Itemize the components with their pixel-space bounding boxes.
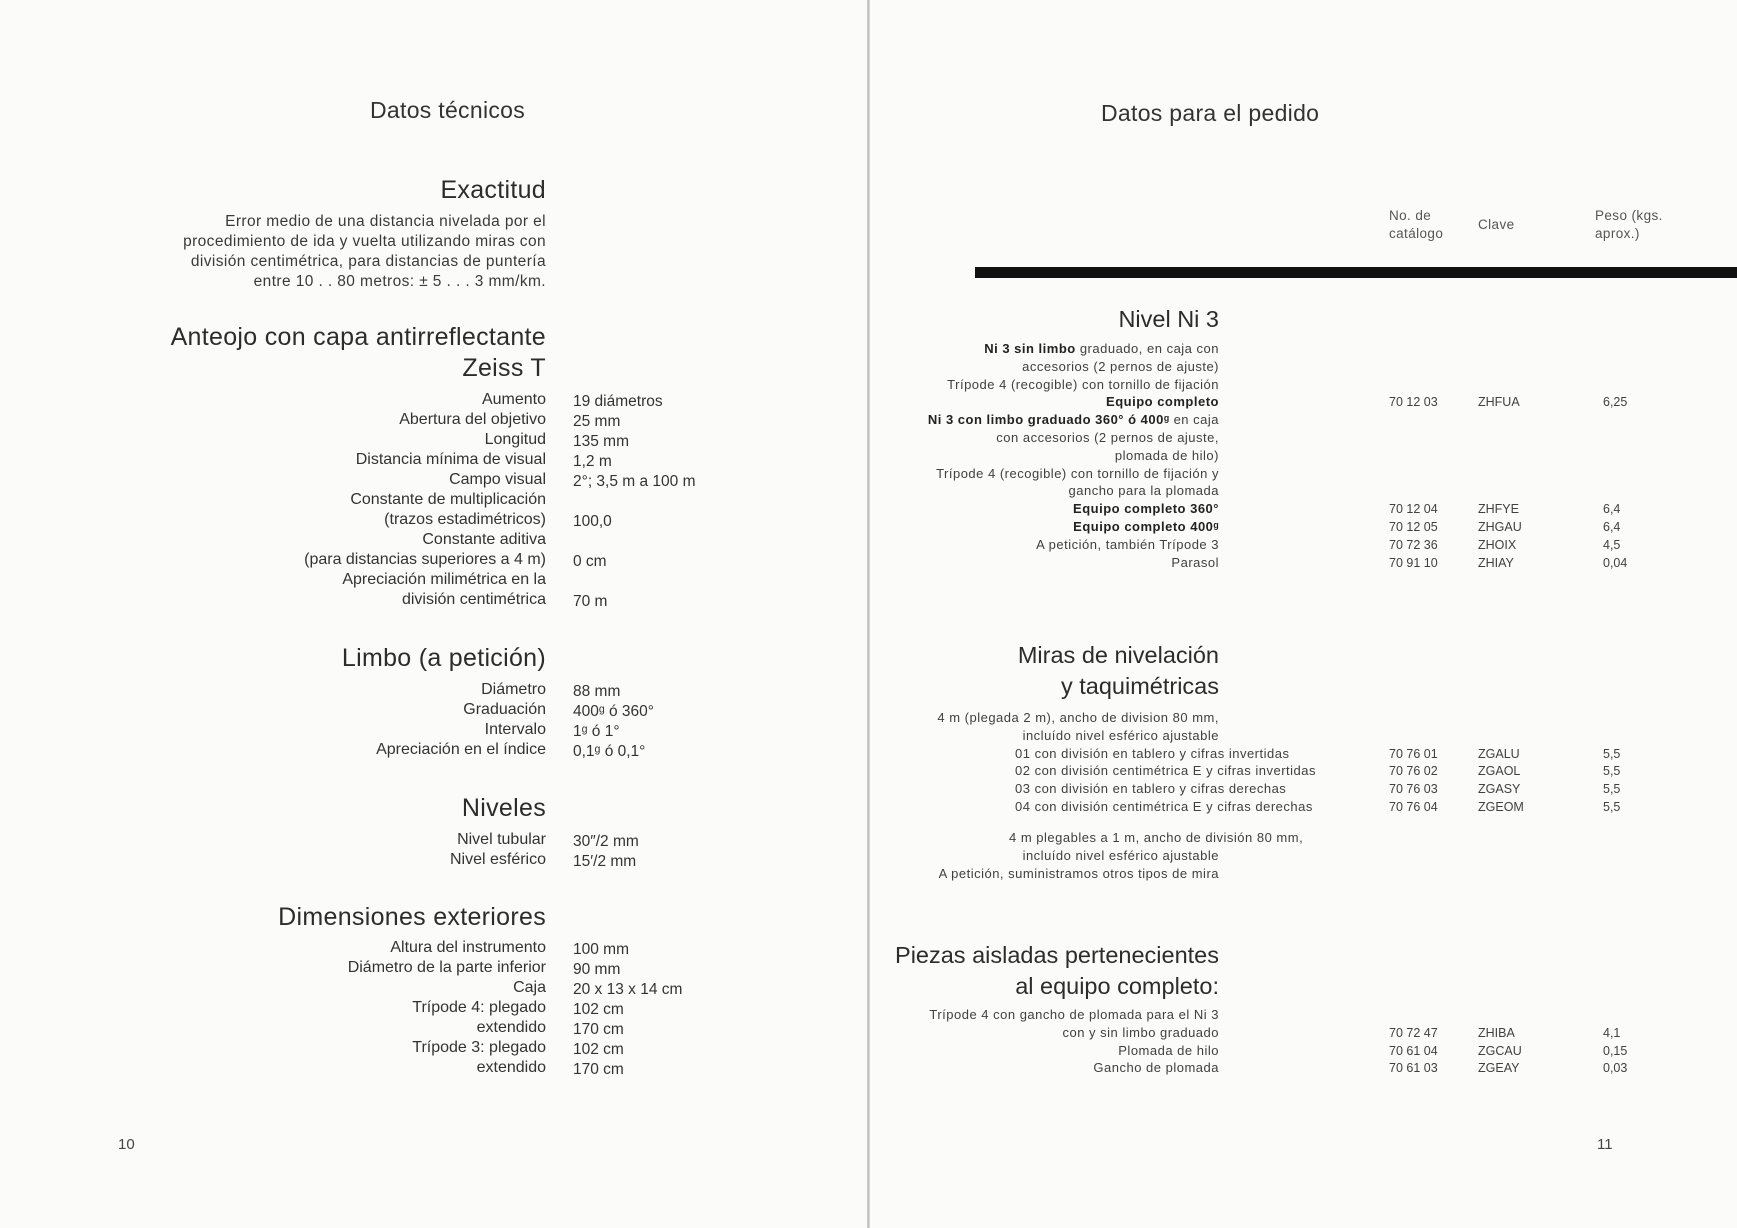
- spec-label: extendido: [476, 1019, 546, 1036]
- spec-value: 400ᵍ ó 360°: [573, 703, 654, 720]
- spec-value: 100 mm: [573, 941, 629, 958]
- row-description: Equipo completo 400ᵍ: [1073, 519, 1219, 534]
- table-row: [870, 483, 1737, 501]
- header-rule: [975, 267, 1737, 278]
- catalog-number: 70 12 04: [1389, 502, 1438, 517]
- order-code: ZGALU: [1478, 746, 1520, 761]
- row-description: A petición, también Trípode 3: [1036, 536, 1219, 552]
- row-description: accesorios (2 pernos de ajuste): [1022, 358, 1219, 374]
- spec-value: 102 cm: [573, 1041, 624, 1058]
- row-description-bold: Ni 3 con limbo graduado 360° ó 400ᵍ: [927, 412, 1170, 428]
- spec-label: Constante de multiplicación: [350, 491, 546, 508]
- order-code: ZHIBA: [1478, 1025, 1515, 1040]
- weight-value: 0,03: [1603, 1061, 1628, 1076]
- table-row: [870, 430, 1737, 448]
- table-row: [870, 359, 1737, 377]
- table-row: [870, 537, 1737, 555]
- spec-label: extendido: [476, 1059, 546, 1076]
- spec-value: 30″/2 mm: [573, 833, 639, 850]
- order-code: ZGEAY: [1478, 1061, 1520, 1076]
- spec-value: 135 mm: [573, 433, 629, 450]
- spec-label: (trazos estadimétricos): [384, 511, 546, 528]
- spec-label: Diámetro de la parte inferior: [347, 959, 546, 976]
- row-description: con accesorios (2 pernos de ajuste,: [996, 430, 1219, 445]
- catalog-number: 70 72 47: [1389, 1025, 1438, 1040]
- order-code: ZHFUA: [1478, 395, 1520, 410]
- weight-value: 4,5: [1603, 537, 1621, 552]
- column-header-catalog: No. de catálogo: [1389, 208, 1444, 241]
- anteojo-heading-line-1: Anteojo con capa antirreflectante: [170, 323, 546, 351]
- row-description: [984, 341, 1219, 356]
- exactitud-line: Error medio de una distancia nivelada por el: [225, 213, 546, 230]
- table-row: [870, 466, 1737, 484]
- section-heading-exactitud: Exactitud: [440, 176, 546, 204]
- order-code: ZHOIX: [1478, 537, 1517, 552]
- table-row: [870, 1060, 1737, 1078]
- exactitud-paragraph: [126, 212, 546, 292]
- row-description: 02 con división centimétrica E y cifras invertidas: [1015, 763, 1317, 779]
- catalog-number: 70 76 02: [1389, 764, 1438, 779]
- row-description: plomada de hilo): [1114, 447, 1219, 463]
- row-description: Trípode 4 (recogible) con tornillo de fijación: [947, 376, 1219, 392]
- weight-value: 5,5: [1603, 764, 1621, 779]
- note-line: A petición, suministramos otros tipos de mira: [938, 865, 1219, 881]
- row-description: gancho para la plomada: [1068, 483, 1219, 499]
- spec-value: 15′/2 mm: [573, 853, 637, 870]
- weight-value: 5,5: [1603, 782, 1621, 797]
- spec-value: 170 cm: [573, 1021, 624, 1038]
- order-code: ZGASY: [1478, 782, 1521, 797]
- row-description: 04 con división centimétrica E y cifras derechas: [1015, 799, 1313, 814]
- note-line: 4 m plegables a 1 m, ancho de división 80 mm,: [1009, 830, 1304, 845]
- spec-label: Diámetro: [481, 681, 546, 698]
- section-heading-dimensiones: Dimensiones exteriores: [278, 903, 546, 931]
- spec-label: Graduación: [463, 701, 546, 718]
- table-row: [870, 728, 1737, 746]
- weight-value: 6,4: [1603, 502, 1621, 517]
- page-title: Datos para el pedido: [1101, 100, 1320, 126]
- left-page: [0, 0, 868, 1228]
- page-number: 11: [1597, 1136, 1613, 1153]
- table-row: [870, 1043, 1737, 1061]
- spec-value: 19 diámetros: [573, 393, 663, 410]
- weight-value: 6,25: [1603, 395, 1628, 410]
- section-heading-anteojo: [171, 322, 546, 384]
- spec-label: Abertura del objetivo: [399, 411, 546, 428]
- weight-value: 0,04: [1603, 555, 1628, 570]
- order-code: ZHIAY: [1478, 555, 1514, 570]
- row-description: 01 con división en tablero y cifras invertidas: [1015, 745, 1290, 761]
- page-title: Datos técnicos: [370, 97, 526, 123]
- right-page: [870, 0, 1737, 1228]
- row-description: [928, 412, 1219, 427]
- spec-label: Apreciación en el índice: [376, 741, 546, 758]
- spec-label: Longitud: [484, 431, 546, 448]
- spec-label: división centimétrica: [401, 591, 546, 608]
- order-code: ZHFYE: [1478, 502, 1519, 517]
- row-description: Trípode 4 con gancho de plomada para el Ni 3: [929, 1007, 1219, 1022]
- table-row: [870, 394, 1737, 412]
- spec-label: Caja: [513, 979, 546, 996]
- table-row: [870, 412, 1737, 430]
- weight-value: 6,4: [1603, 520, 1621, 534]
- spec-label: Nivel tubular: [457, 831, 546, 848]
- table-row: [870, 519, 1737, 537]
- exactitud-line: entre 10 . . 80 metros: ± 5 . . . 3 mm/km.: [253, 273, 546, 290]
- catalog-number: 70 91 10: [1389, 555, 1438, 570]
- row-description: Gancho de plomada: [1093, 1060, 1219, 1076]
- spec-value: 100,0: [573, 513, 612, 530]
- catalog-number: 70 12 05: [1389, 520, 1438, 534]
- row-description: Parasol: [1171, 554, 1219, 570]
- catalog-number: 70 76 01: [1389, 746, 1438, 761]
- spec-value: 88 mm: [573, 683, 621, 700]
- table-row: [870, 1007, 1737, 1025]
- weight-value: 5,5: [1603, 800, 1621, 814]
- spec-value: 102 cm: [573, 1001, 624, 1018]
- table-row: [870, 781, 1737, 799]
- row-description: Trípode 4 (recogible) con tornillo de fijación y: [936, 465, 1219, 481]
- exactitud-line: división centimétrica, para distancias de puntería: [190, 253, 546, 270]
- order-code: ZHGAU: [1478, 520, 1522, 534]
- spec-value: 20 x 13 x 14 cm: [573, 981, 683, 998]
- row-description: 03 con división en tablero y cifras derechas: [1015, 781, 1287, 797]
- spec-value: 70 m: [573, 593, 608, 610]
- page-number: 10: [118, 1136, 135, 1153]
- row-description: Plomada de hilo: [1118, 1042, 1219, 1058]
- catalog-number: 70 76 04: [1389, 800, 1438, 814]
- spec-value: 0 cm: [573, 553, 607, 570]
- section-heading-niveles: Niveles: [461, 794, 546, 822]
- row-description-text: graduado, en caja con: [1075, 341, 1219, 356]
- spec-value: 1ᵍ ó 1°: [573, 723, 620, 740]
- table-row: [870, 448, 1737, 466]
- table-row: [870, 1025, 1737, 1043]
- catalog-number: 70 61 04: [1389, 1043, 1438, 1058]
- section-heading-miras: Miras de nivelación y taquimétricas: [1017, 642, 1219, 699]
- spec-value: 2°; 3,5 m a 100 m: [573, 473, 696, 490]
- weight-value: 5,5: [1603, 746, 1621, 761]
- catalog-number: 70 12 03: [1389, 395, 1438, 410]
- section-heading-limbo: Limbo (a petición): [341, 644, 546, 672]
- row-description: 4 m (plegada 2 m), ancho de division 80 mm,: [937, 710, 1219, 725]
- row-description-text: en caja: [1169, 412, 1219, 428]
- column-header-code: Clave: [1478, 217, 1515, 232]
- spec-value: 0,1ᵍ ó 0,1°: [573, 743, 646, 760]
- spec-label: Campo visual: [449, 471, 546, 488]
- catalog-number: 70 72 36: [1389, 537, 1438, 552]
- spec-value: 90 mm: [573, 961, 621, 978]
- spec-value: 1,2 m: [573, 453, 612, 470]
- anteojo-heading-line-2: Zeiss T: [462, 354, 546, 382]
- table-row: [870, 555, 1737, 573]
- exactitud-line: procedimiento de ida y vuelta utilizando miras con: [183, 233, 546, 250]
- spec-label: Trípode 3: plegado: [412, 1039, 546, 1056]
- spec-label: Nivel esférico: [449, 851, 546, 868]
- section-heading-piezas: Piezas aisladas pertenecientes al equipo completo:: [895, 942, 1219, 999]
- table-row: [870, 377, 1737, 395]
- spec-label: Aumento: [481, 391, 546, 408]
- row-description: Equipo completo 360°: [1073, 501, 1219, 517]
- section-heading-ni3: Nivel Ni 3: [1118, 306, 1219, 332]
- spec-label: Distancia mínima de visual: [355, 451, 546, 468]
- spec-label: Trípode 4: plegado: [412, 999, 546, 1016]
- table-row: [870, 341, 1737, 359]
- table-row: [870, 763, 1737, 781]
- column-header-weight: Peso (kgs. aprox.): [1595, 208, 1663, 241]
- catalog-number: 70 61 03: [1389, 1061, 1438, 1076]
- row-description: incluído nivel esférico ajustable: [1022, 727, 1219, 743]
- weight-value: 0,15: [1603, 1043, 1628, 1058]
- row-description: Equipo completo: [1106, 394, 1219, 410]
- spec-value: 25 mm: [573, 413, 621, 430]
- table-row: [870, 799, 1737, 817]
- order-code: ZGAOL: [1478, 764, 1521, 779]
- spec-label: Constante aditiva: [422, 531, 546, 548]
- order-code: ZGEOM: [1478, 800, 1524, 814]
- table-row: [870, 710, 1737, 728]
- spec-label: Altura del instrumento: [390, 939, 546, 956]
- row-description: con y sin limbo graduado: [1062, 1024, 1219, 1040]
- spec-label: Apreciación milimétrica en la: [342, 571, 546, 588]
- spec-value: 170 cm: [573, 1061, 624, 1078]
- spec-label: (para distancias superiores a 4 m): [304, 551, 546, 568]
- catalog-number: 70 76 03: [1389, 782, 1438, 797]
- table-row: [870, 501, 1737, 519]
- spec-label: Intervalo: [484, 721, 546, 738]
- table-row: [870, 746, 1737, 764]
- weight-value: 4,1: [1603, 1025, 1621, 1040]
- order-code: ZGCAU: [1478, 1043, 1522, 1058]
- row-description-bold: Ni 3 sin limbo: [984, 341, 1076, 356]
- note-line: incluído nivel esférico ajustable: [1022, 847, 1219, 863]
